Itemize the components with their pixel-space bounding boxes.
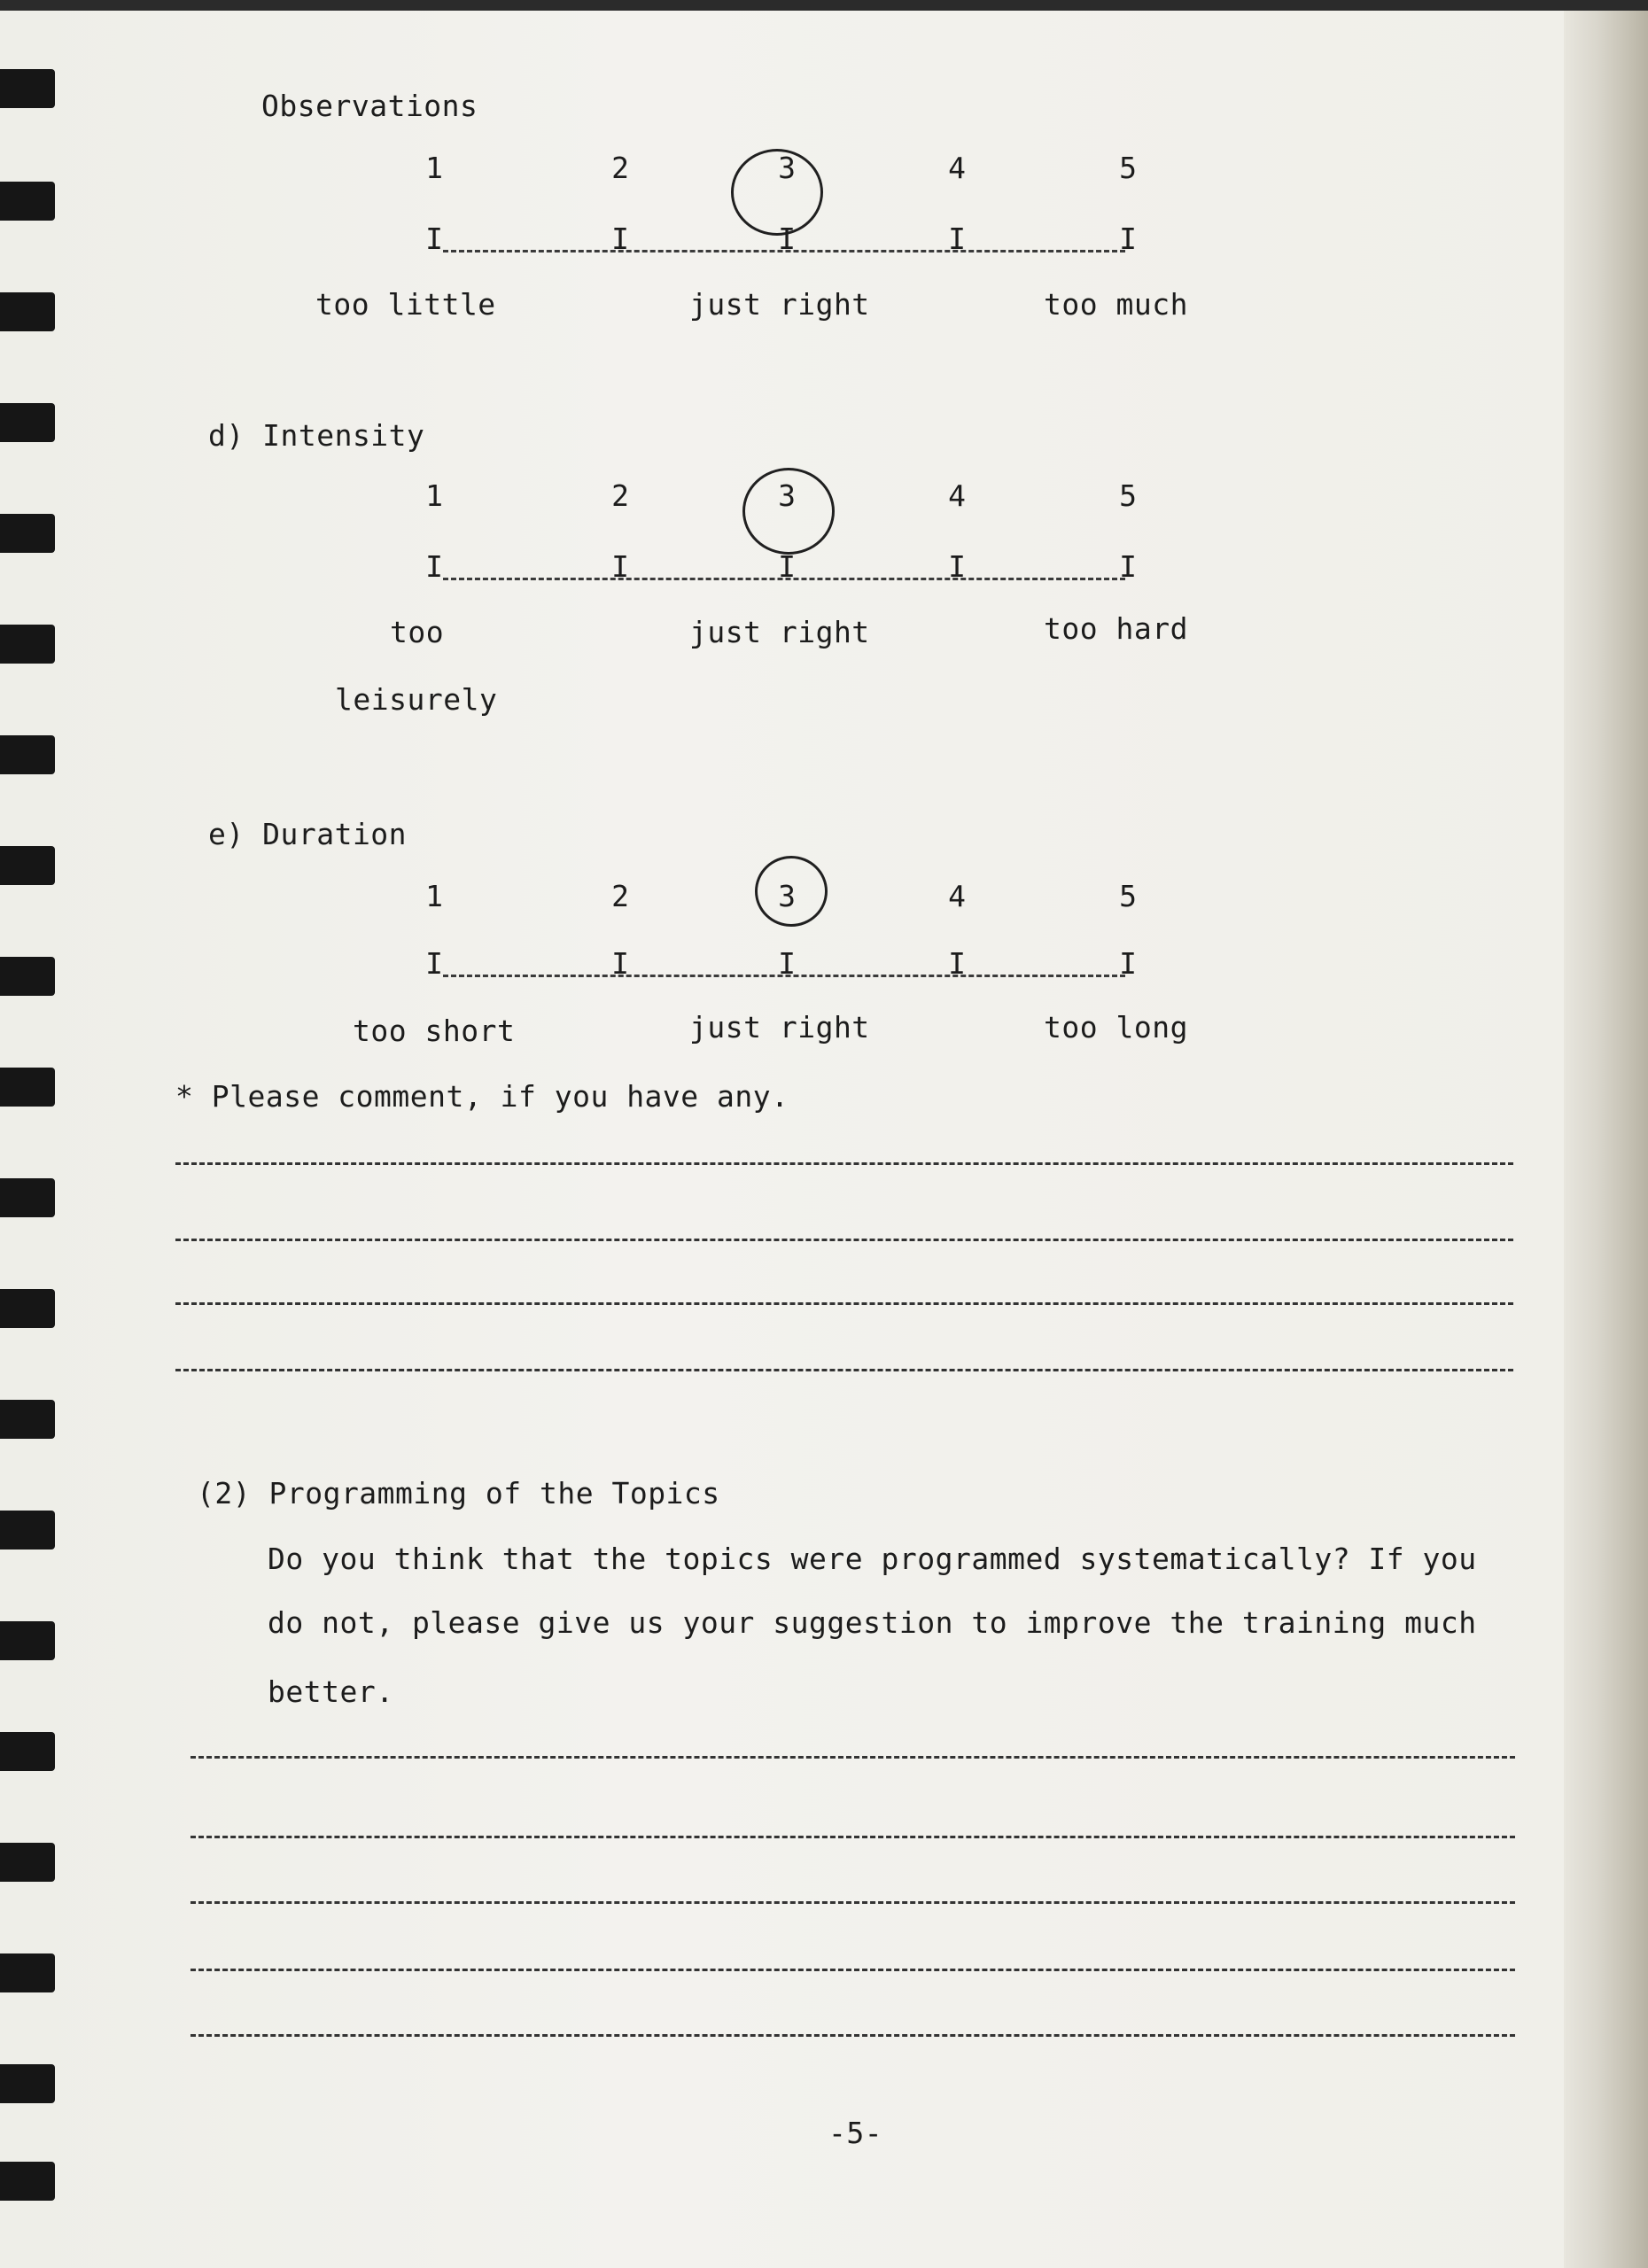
scale-number: 5	[1119, 879, 1137, 913]
scale-label: too much	[1044, 287, 1188, 322]
scale-number: 4	[948, 879, 966, 913]
scale-number: 2	[611, 879, 629, 913]
binding-hole	[0, 1732, 55, 1771]
binding-hole	[0, 1953, 55, 1992]
scale-tick: I	[1119, 549, 1137, 584]
scan-border	[0, 0, 1648, 11]
binding-hole	[0, 735, 55, 774]
question-line: better.	[268, 1674, 394, 1709]
scale-number: 3	[778, 478, 796, 513]
scale-tick: I	[611, 946, 629, 981]
scale-label: too little	[315, 287, 496, 322]
scale-tick: I	[778, 946, 796, 981]
scale-label: too	[390, 615, 445, 649]
answer-line[interactable]	[190, 2034, 1515, 2037]
question-line: do not, please give us your suggestion to improve the training much	[268, 1605, 1477, 1640]
comment-line[interactable]	[175, 1239, 1513, 1241]
page-number: -5-	[828, 2116, 883, 2150]
scale-tick: I	[611, 221, 629, 256]
comment-line[interactable]	[175, 1369, 1513, 1371]
scale-label: too hard	[1044, 611, 1188, 646]
scale-tick: I	[611, 549, 629, 584]
scale-label: just right	[689, 615, 870, 649]
binding-hole	[0, 1511, 55, 1550]
binding-hole	[0, 292, 55, 331]
binding-hole	[0, 1400, 55, 1439]
scale-label: just right	[689, 287, 870, 322]
binding-hole	[0, 625, 55, 664]
answer-line[interactable]	[190, 1901, 1515, 1904]
binding-hole	[0, 1621, 55, 1660]
comment-line[interactable]	[175, 1162, 1513, 1165]
scale-tick: I	[425, 549, 443, 584]
scale-number: 1	[425, 478, 443, 513]
scale-number: 3	[778, 879, 796, 913]
binding-hole	[0, 1289, 55, 1328]
scale-number: 2	[611, 478, 629, 513]
scale-number: 5	[1119, 151, 1137, 185]
scale-label: just right	[689, 1010, 870, 1045]
binding-hole	[0, 846, 55, 885]
scale-label: leisurely	[335, 682, 498, 717]
scale-tick: I	[948, 549, 966, 584]
answer-line[interactable]	[190, 1756, 1515, 1759]
binding-hole	[0, 514, 55, 553]
scale-tick: I	[1119, 946, 1137, 981]
binding-hole	[0, 1178, 55, 1217]
scale-tick: I	[1119, 221, 1137, 256]
binding-hole	[0, 182, 55, 221]
section-title: d) Intensity	[208, 418, 425, 453]
scale-tick: I	[948, 221, 966, 256]
binding-hole	[0, 2064, 55, 2103]
section-title: (2) Programming of the Topics	[197, 1476, 720, 1511]
scale-tick: I	[948, 946, 966, 981]
section-title: e) Duration	[208, 817, 408, 851]
answer-line[interactable]	[190, 1969, 1515, 1971]
scale-tick: I	[425, 946, 443, 981]
scale-number: 4	[948, 478, 966, 513]
scale-number: 3	[778, 151, 796, 185]
page-stack-edge	[1564, 0, 1648, 2268]
binding-hole	[0, 1843, 55, 1882]
binding-hole	[0, 2162, 55, 2201]
binding-hole	[0, 403, 55, 442]
section-title: Observations	[261, 89, 478, 123]
comment-line[interactable]	[175, 1302, 1513, 1305]
scale-tick: I	[778, 221, 796, 256]
question-line: Do you think that the topics were programmed systematically? If you	[268, 1542, 1477, 1576]
scale-number: 2	[611, 151, 629, 185]
scale-number: 1	[425, 879, 443, 913]
selected-rating-circle	[755, 856, 828, 927]
selected-rating-circle	[742, 468, 835, 555]
binding-hole	[0, 957, 55, 996]
scale-number: 1	[425, 151, 443, 185]
scale-number: 5	[1119, 478, 1137, 513]
scale-label: too short	[353, 1014, 516, 1048]
binding-hole	[0, 69, 55, 108]
scale-tick: I	[425, 221, 443, 256]
scale-number: 4	[948, 151, 966, 185]
scale-tick: I	[778, 549, 796, 584]
comment-prompt: * Please comment, if you have any.	[175, 1079, 789, 1114]
answer-line[interactable]	[190, 1836, 1515, 1838]
binding-hole	[0, 1068, 55, 1107]
scale-label: too long	[1044, 1010, 1188, 1045]
